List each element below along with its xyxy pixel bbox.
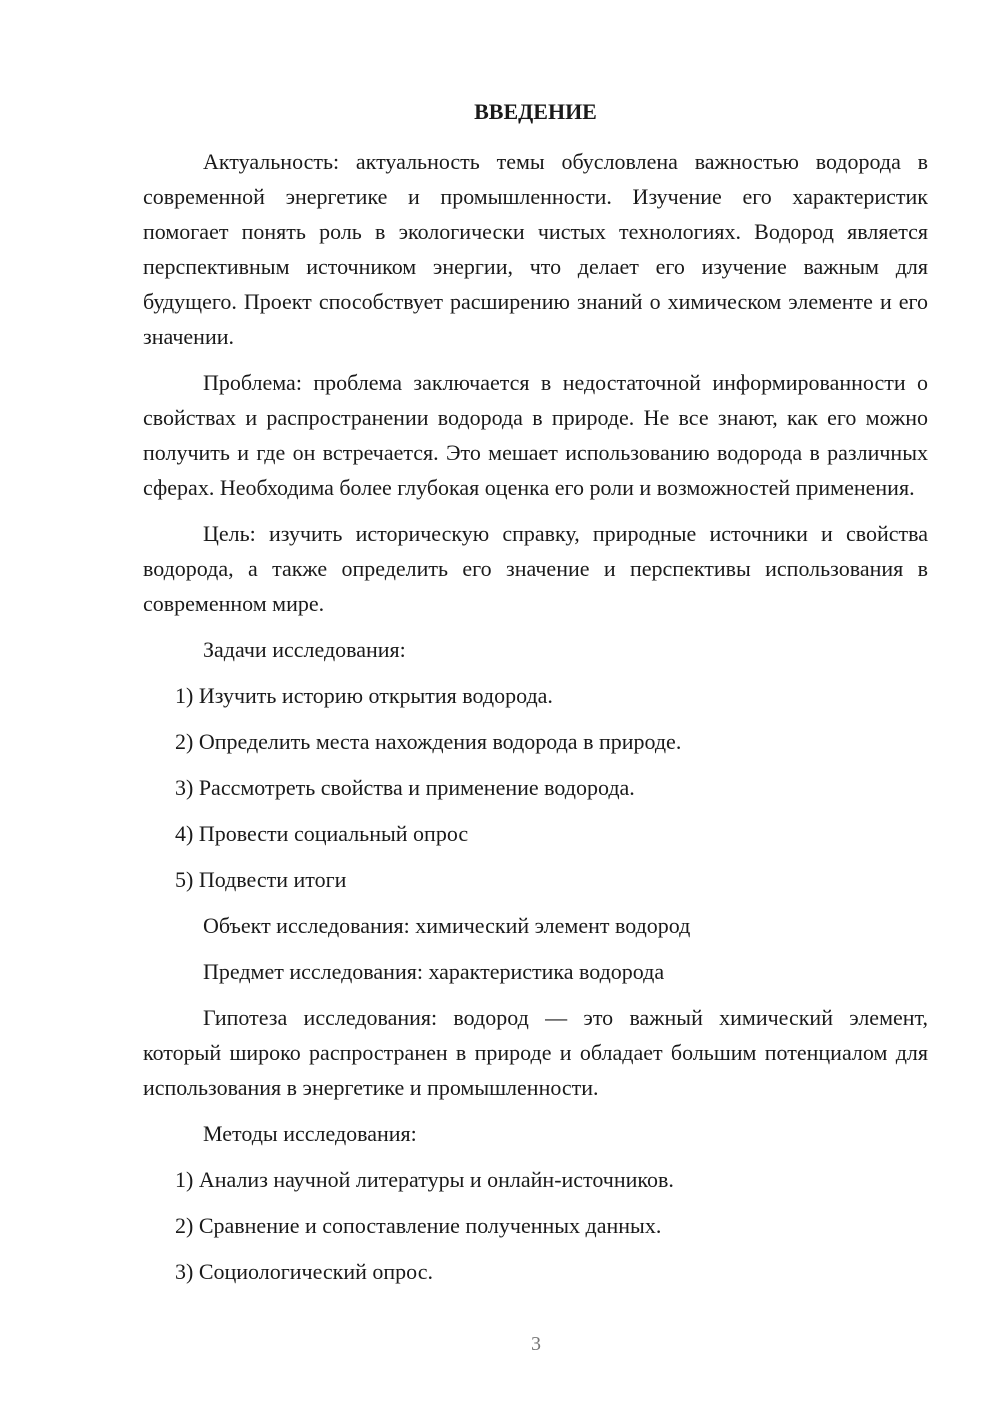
methods-heading: Методы исследования: [203, 1121, 417, 1146]
page-number: 3 [531, 1333, 541, 1355]
section-title: ВВЕДЕНИЕ [474, 99, 597, 124]
research-subject: Предмет исследования: характеристика водорода [203, 959, 665, 984]
task-item: 2) Определить места нахождения водорода в природе. [175, 729, 682, 754]
method-item: 2) Сравнение и сопоставление полученных данных. [175, 1213, 662, 1238]
task-item: 4) Провести социальный опрос [175, 821, 469, 846]
research-object: Объект исследования: химический элемент водород [203, 913, 691, 938]
tasks-heading: Задачи исследования: [203, 637, 406, 662]
hypothesis-paragraph: Гипотеза исследования: водород — это важный химический элемент, который широко распространен в природе и обладает большим потенциалом для использования в энергетике и промышленности. [143, 1005, 928, 1100]
task-item: 3) Рассмотреть свойства и применение водорода. [175, 775, 635, 800]
task-item: 5) Подвести итоги [175, 867, 347, 892]
method-item: 1) Анализ научной литературы и онлайн-источников. [175, 1167, 674, 1192]
page-content [143, 94, 928, 1300]
method-item: 3) Социологический опрос. [175, 1259, 433, 1284]
goal-paragraph: Цель: изучить историческую справку, природные источники и свойства водорода, а также определить его значение и перспективы использования в современном мире. [143, 521, 928, 616]
task-item: 1) Изучить историю открытия водорода. [175, 683, 553, 708]
problem-paragraph: Проблема: проблема заключается в недостаточной информированности о свойствах и распространении водорода в природе. Не все знают, как его можно получить и где он встречается. Это мешает использованию водорода в различных сферах. Необходима более глубокая оценка его роли и возможностей применения. [143, 370, 928, 500]
relevance-paragraph: Актуальность: актуальность темы обусловлена важностью водорода в современной энергетике и промышленности. Изучение его характеристик помогает понять роль в экологически чистых технологиях. Водород является перспективным источником энергии, что делает его изучение важным для будущего. Проект способствует расширению знаний о химическом элементе и его значении. [143, 149, 928, 349]
